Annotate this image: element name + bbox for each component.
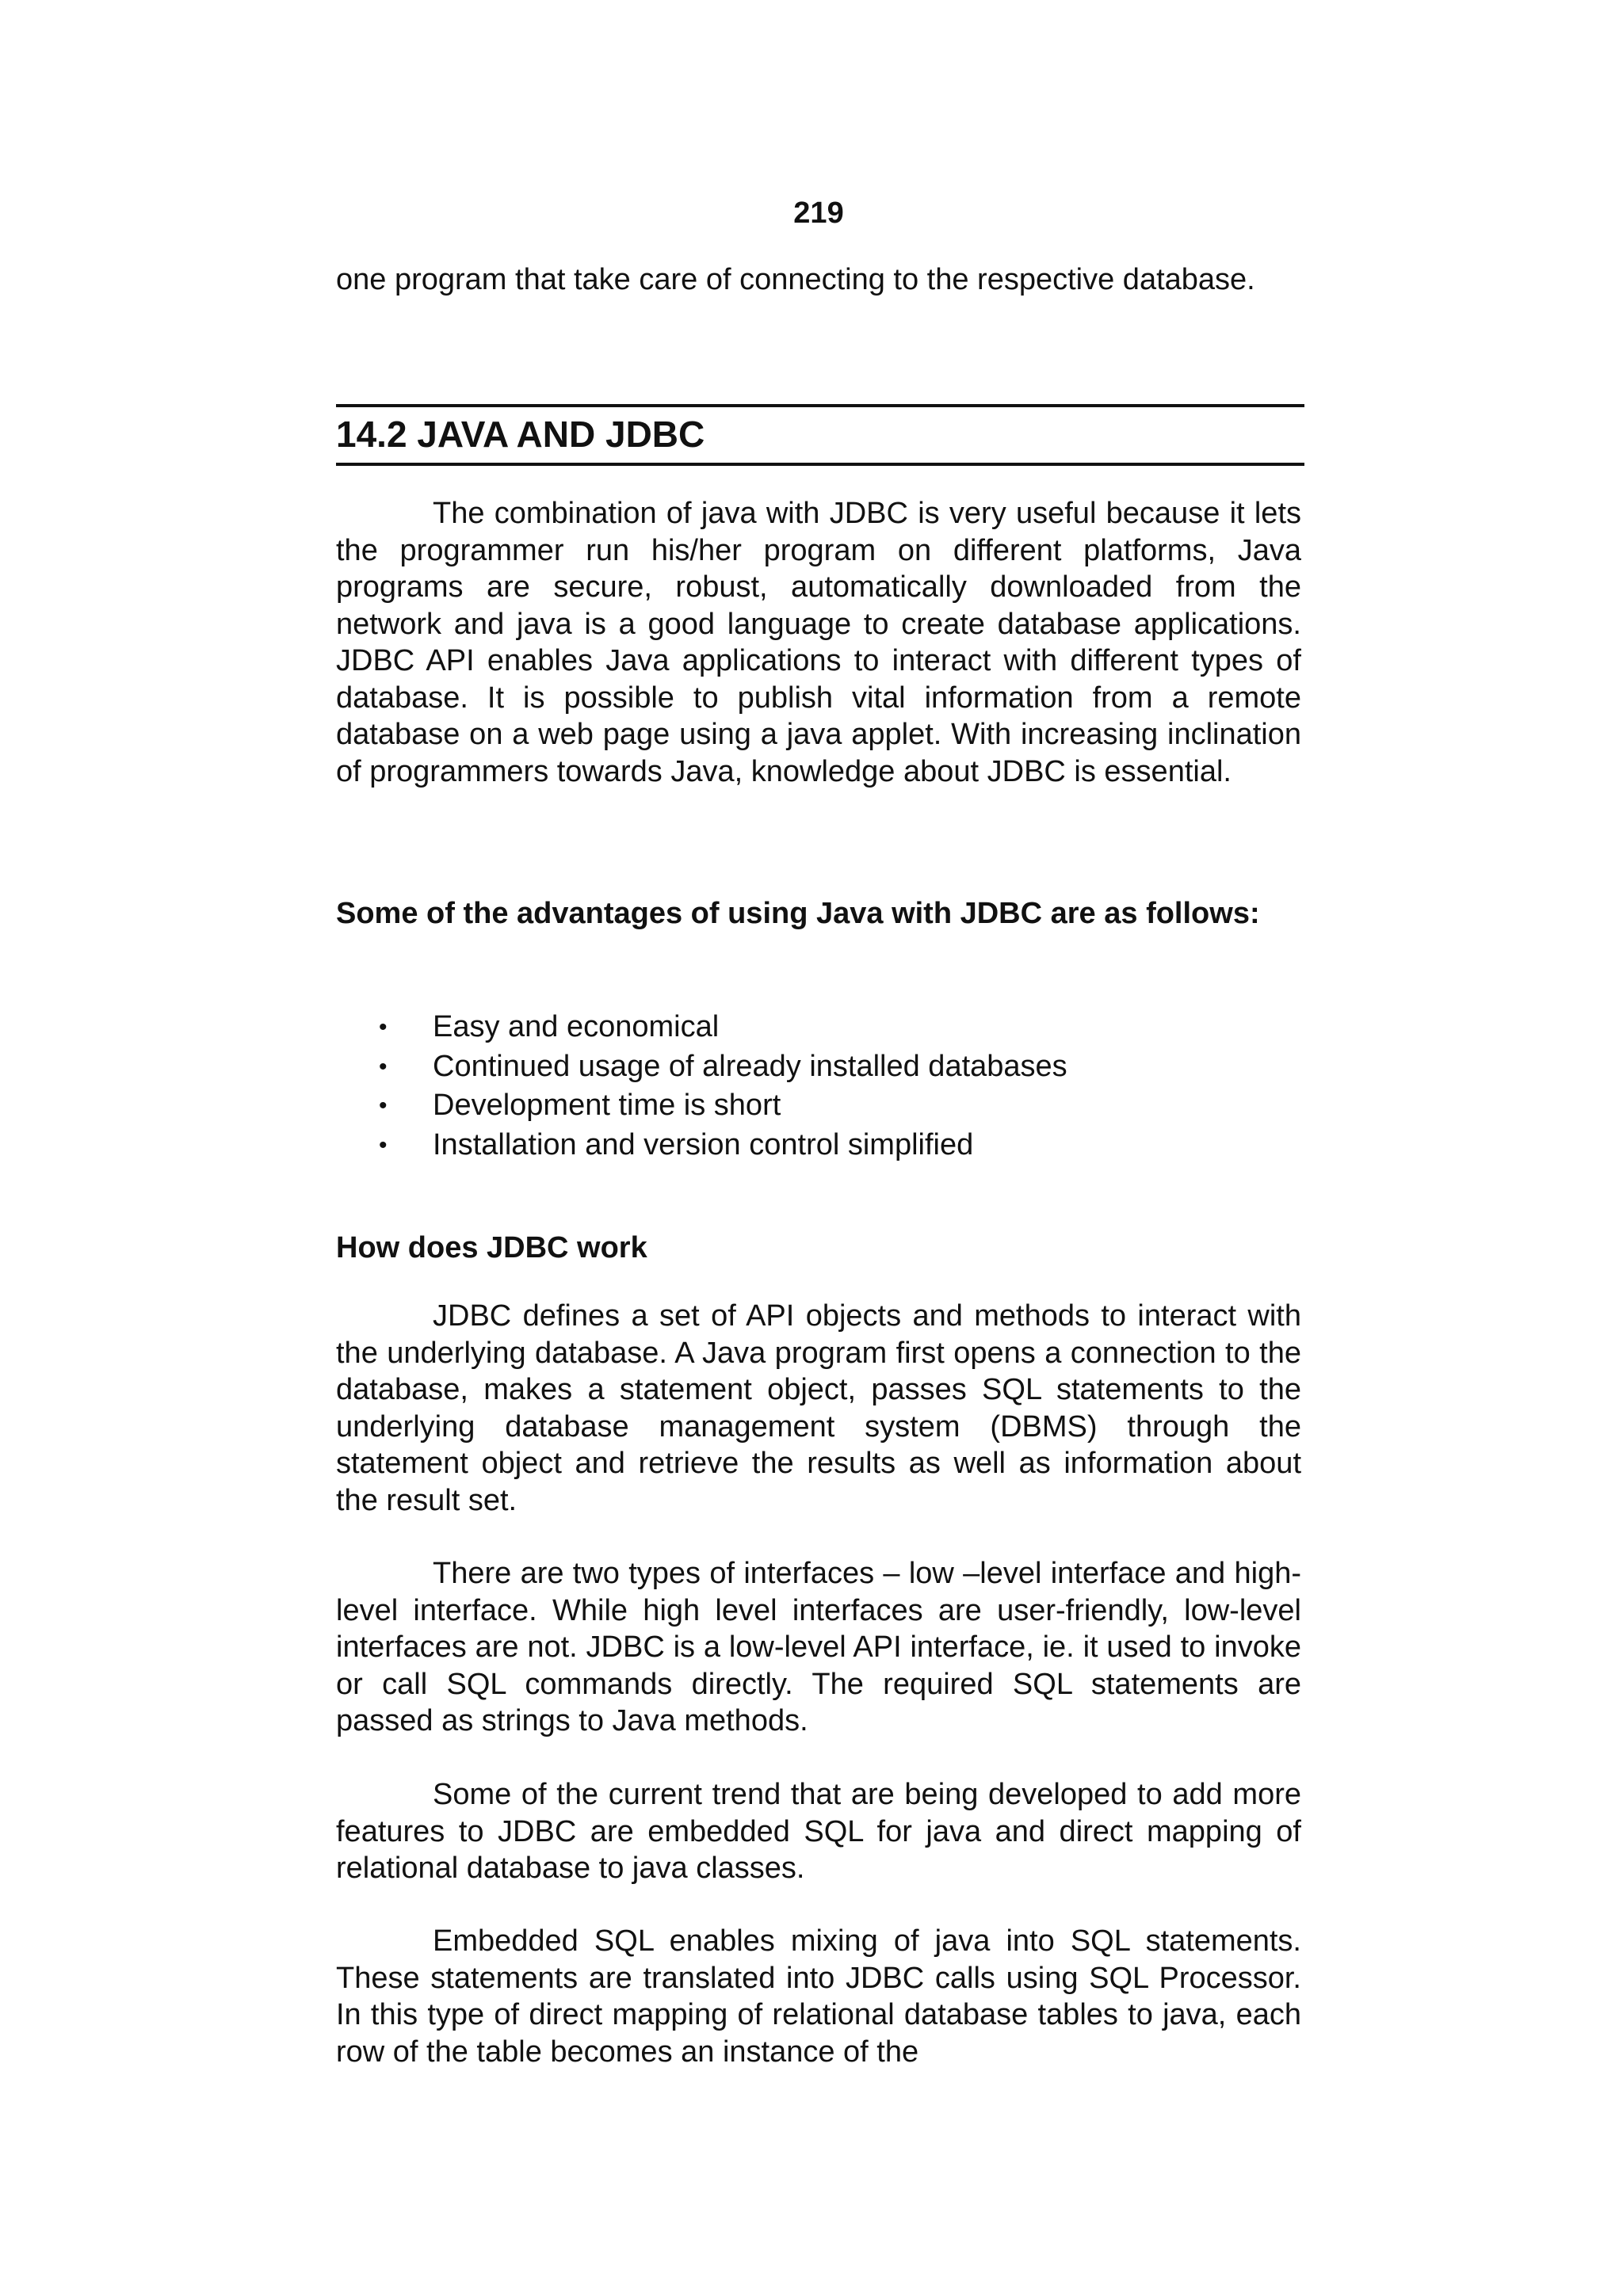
intro-paragraph: one program that take care of connecting to the respective database. xyxy=(336,263,1255,296)
bullet-icon: • xyxy=(379,1131,388,1158)
advantages-list xyxy=(336,1008,1301,1165)
list-item xyxy=(336,1086,1301,1126)
list-item xyxy=(336,1047,1301,1087)
body-paragraph: Embedded SQL enables mixing of java into SQL statements. These statements are translated into JDBC calls using SQL Processor. In this type of direct mapping of relational database tables to java, each row of the table becomes an instance of the xyxy=(336,1924,1301,2069)
section-heading: 14.2 JAVA AND JDBC xyxy=(336,414,705,455)
bullet-icon: • xyxy=(379,1053,388,1080)
body-paragraph: There are two types of interfaces – low –level interface and high-level interface. While high level interfaces are user-friendly, low-level interfaces are not. JDBC is a low-level API interface, ie. it used to invoke or call SQL commands directly. The required SQL statements are passed as strings to Java methods. xyxy=(336,1557,1301,1737)
section-paragraph: The combination of java with JDBC is very useful because it lets the programmer run his/her program on different platforms, Java programs are secure, robust, automatically downloaded from the network and java is a good language to create database applications. JDBC API enables Java applications to interact with different types of database. It is possible to publish vital information from a remote database on a web page using a java applet. With increasing inclination of programmers towards Java, knowledge about JDBC is essential. xyxy=(336,497,1301,788)
bullet-icon: • xyxy=(379,1093,388,1119)
list-item xyxy=(336,1126,1301,1165)
body-paragraph: Some of the current trend that are being developed to add more features to JDBC are embedded SQL for java and direct mapping of relational database to java classes. xyxy=(336,1778,1301,1885)
list-item-text: Development time is short xyxy=(433,1089,781,1122)
body-paragraph: JDBC defines a set of API objects and methods to interact with the underlying database. A Java program first opens a connection to the database, makes a statement object, passes SQL statements to the underlying database management system (DBMS) through the statement object and retrieve the results as well as information about the result set. xyxy=(336,1299,1301,1517)
how-jdbc-works-heading: How does JDBC work xyxy=(336,1231,647,1264)
list-item-text: Installation and version control simplified xyxy=(433,1127,974,1161)
bullet-icon: • xyxy=(379,1014,388,1040)
advantages-heading: Some of the advantages of using Java with JDBC are as follows: xyxy=(336,897,1260,930)
page-number: 219 xyxy=(793,196,844,230)
list-item-text: Continued usage of already installed databases xyxy=(433,1049,1067,1083)
heading-top-rule xyxy=(336,404,1304,407)
list-item-text: Easy and economical xyxy=(433,1010,720,1043)
list-item xyxy=(336,1008,1301,1047)
heading-bottom-rule xyxy=(336,463,1304,466)
